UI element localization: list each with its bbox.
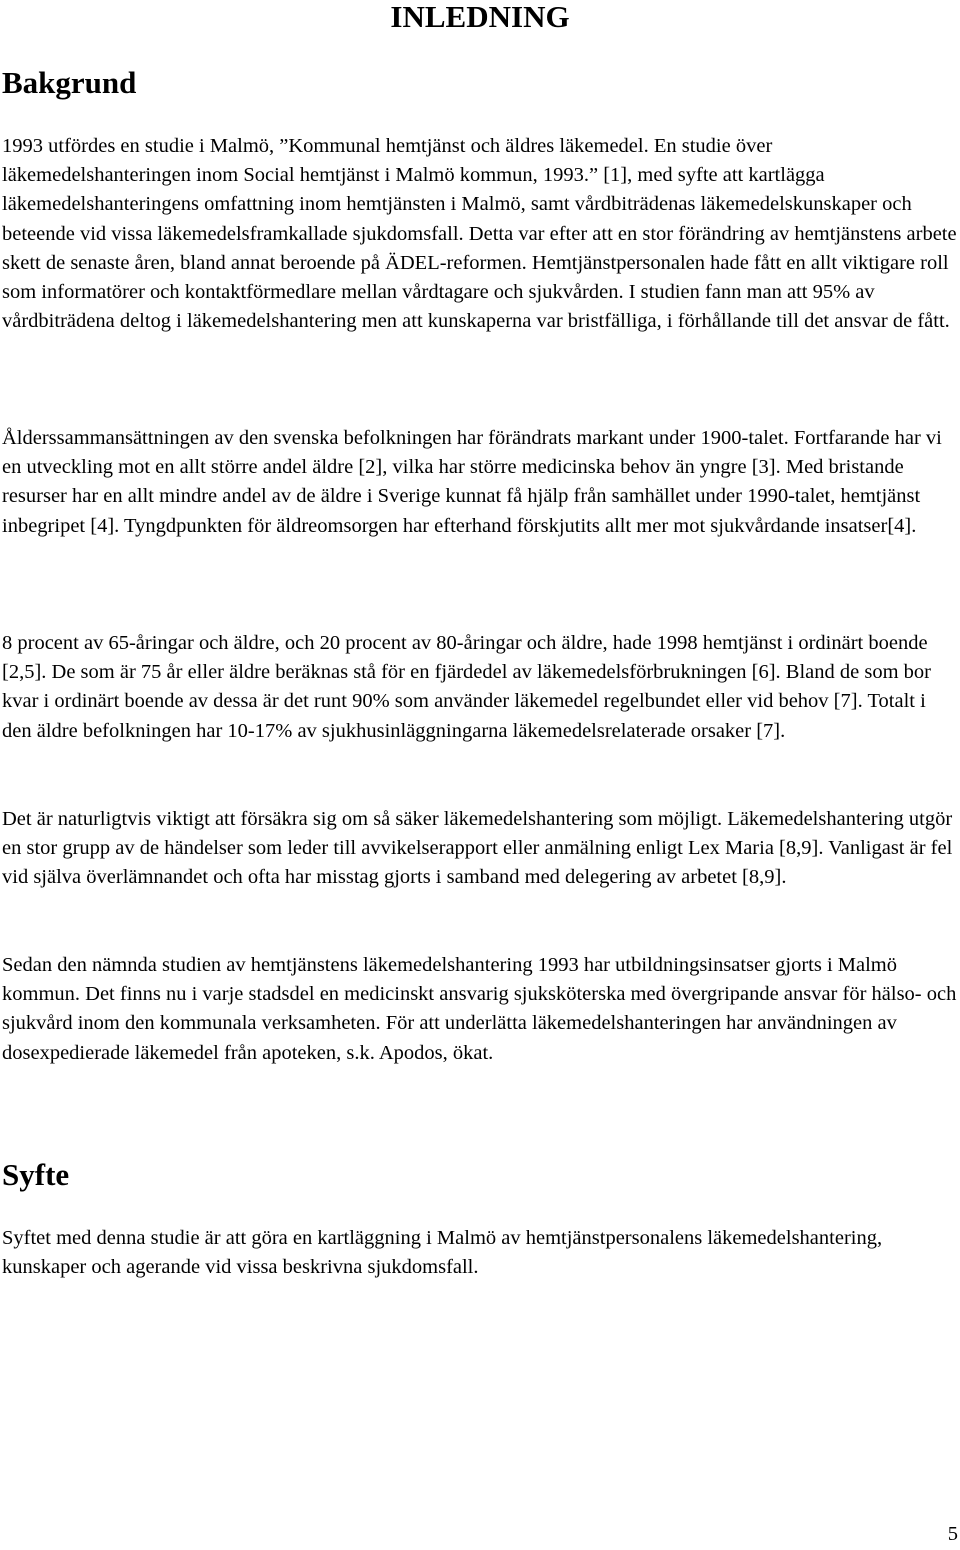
section-heading-syfte: Syfte: [2, 1157, 70, 1192]
page-number: 5: [947, 1523, 958, 1545]
paragraph-bakgrund-2: Ålderssammansättningen av den svenska befolkningen har förändrats markant under 1900-talet. Fortfarande har vi en utveckling mot en allt större andel äldre [2], vilka har större medicinska behov än yngre [3]. Med bristande resurser har en allt mindre andel av de äldre i Sverige kunnat få hjälp från samhället under 1990-talet, hemtjänst inbegripet [4]. Tyngdpunkten för äldreomsorgen har efterhand förskjutits allt mer mot sjukvårdande insatser[4].: [2, 427, 942, 537]
paragraph-syfte-1: Syftet med denna studie är att göra en kartläggning i Malmö av hemtjänstpersonalens läkemedelshantering, kunskaper och agerande vid vissa beskrivna sjukdomsfall.: [2, 1227, 883, 1279]
paragraph-bakgrund-4: Det är naturligtvis viktigt att försäkra sig om så säker läkemedelshantering som möjligt. Läkemedelshantering utgör en stor grupp av de händelser som leder till avvikelserapport eller anmälning enligt Lex Maria [8,9]. Vanligast är fel vid själva överlämnandet och ofta har misstag gjorts i samband med delegering av arbetet [8,9].: [2, 808, 953, 889]
paragraph-bakgrund-3: 8 procent av 65-åringar och äldre, och 20 procent av 80-åringar och äldre, hade 1998 hemtjänst i ordinärt boende [2,5]. De som är 75 år eller äldre beräknas stå för en fjärdedel av läkemedelsförbrukningen [6]. Bland de som bor kvar i ordinärt boende av dessa är det runt 90% som använder läkemedel regelbundet eller vid behov [7]. Totalt i den äldre befolkningen har 10-17% av sjukhusinläggningarna läkemedelsrelaterade orsaker [7].: [2, 632, 931, 742]
page-title: INLEDNING: [390, 0, 570, 34]
paragraph-bakgrund-5: Sedan den nämnda studien av hemtjänstens läkemedelshantering 1993 har utbildningsinsatser gjorts i Malmö kommun. Det finns nu i varje stadsdel en medicinskt ansvarig sjuksköterska med övergripande ansvar för hälso- och sjukvård inom den kommunala verksamheten. För att underlätta läkemedelshanteringen har användningen av dosexpedierade läkemedel från apoteken, s.k. Apodos, ökat.: [2, 954, 957, 1064]
paragraph-bakgrund-1: 1993 utfördes en studie i Malmö, ”Kommunal hemtjänst och äldres läkemedel. En studie över läkemedelshanteringen inom Social hemtjänst i Malmö kommun, 1993.” [1], med syfte att kartlägga läkemedelshanteringens omfattning inom hemtjänsten i Malmö, samt vårdbiträdenas läkemedelskunskaper och beteende vid vissa läkemedelsframkallade sjukdomsfall. Detta var efter att en stor förändring av hemtjänstens arbete skett de senaste åren, bland annat beroende på ÄDEL-reformen. Hemtjänstpersonalen hade fått en allt viktigare roll som informatörer och kontaktförmedlare mellan vårdtagare och sjukvården. I studien fann man att 95% av vårdbiträdena deltog i läkemedelshantering men att kunskaperna var bristfälliga, i förhållande till det ansvar de fått.: [2, 135, 957, 333]
section-heading-bakgrund: Bakgrund: [2, 65, 137, 100]
